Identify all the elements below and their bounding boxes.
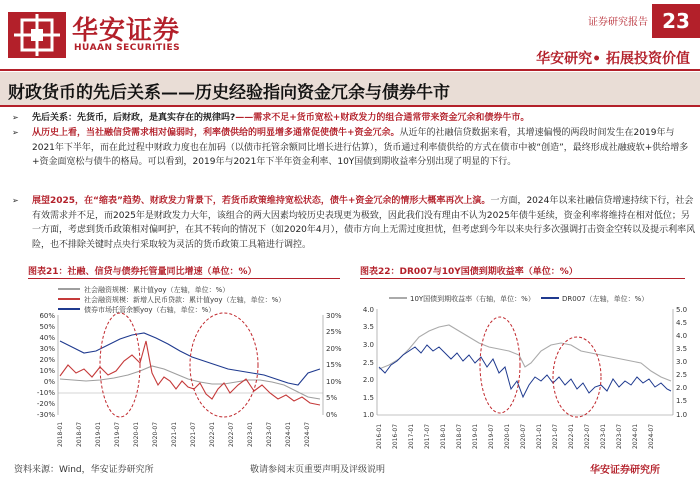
y-tick-right: 0% xyxy=(326,411,338,419)
legend-label: 社会融资规模：新增人民币贷款：累计值yoy（左轴，单位：%） xyxy=(84,296,286,304)
y-tick-right: 5.0 xyxy=(676,306,688,314)
x-tick: 2019-01 xyxy=(95,421,102,447)
y-tick-left: 1.0 xyxy=(362,411,374,419)
disclaimer: 敬请参阅末页重要声明及评级说明 xyxy=(250,465,386,475)
y-tick-left: 2.0 xyxy=(362,376,374,384)
y-tick-right: 4.5 xyxy=(676,319,688,327)
x-tick: 2021-07 xyxy=(190,421,197,447)
x-tick: 2018-07 xyxy=(76,421,83,447)
y-tick-right: 5% xyxy=(326,394,338,402)
divider xyxy=(360,278,685,279)
slogan: 华安研究• 拓展投资价值 xyxy=(536,51,690,67)
legend-label: 社会融资规模：累计值yoy（左轴，单位：%） xyxy=(84,286,230,294)
legend-label: 债券市场托管余额yoy（右轴，单位：%） xyxy=(84,306,216,314)
divider xyxy=(28,278,340,279)
series-10y-yield-line xyxy=(379,325,671,381)
paragraph-highlight: 从历史上看，当社融信贷需求相对偏弱时，利率债供给的明显增多通常促使债牛+资金冗余。 xyxy=(32,128,400,138)
figure22-chart xyxy=(355,281,695,453)
x-tick: 2024-01 xyxy=(285,421,292,447)
logo-mark xyxy=(8,12,66,58)
x-tick: 2019-07 xyxy=(488,423,495,449)
legend-label: DR007（左轴，单位：%） xyxy=(562,295,649,303)
logo-text-en: HUAAN SECURITIES xyxy=(74,43,181,53)
page-number: 23 xyxy=(652,4,700,38)
x-tick: 2022-01 xyxy=(568,423,575,449)
y-tick-right: 2.5 xyxy=(676,371,688,379)
report-type-label: 证券研究报告 xyxy=(588,17,648,28)
paragraph-body: 一方面，2024年以来社融信贷增速持续下行，社会有效需求并不足，而2025年是财政发力大年，该组合的两大因素均较历史表现更为极致，因此我们没有理由不认为2025年债牛延续，资金利率将维持在相对低位；另一方面，考虑到货币政策相对偏呵护，在其不转向的情况下（如2020年4月），债市方向上无需过度担忧，但考虑到今年以来央行多次强调打击资金空转以及提示利率风险，也不排除关键时点央行采取较为灵活的货币政策工具箱进行调控。 xyxy=(32,196,696,250)
divider xyxy=(0,69,700,71)
y-tick-right: 25% xyxy=(326,328,342,336)
source-note: 资料来源：Wind，华安证券研究所 xyxy=(14,465,154,475)
y-tick-left: 50% xyxy=(39,323,55,331)
y-tick-right: 2.0 xyxy=(676,384,688,392)
y-tick-left: 60% xyxy=(39,312,55,320)
paragraph-body: 从近年的社融信贷数据来看，其增速偏慢的两段时间发生在2019年与2021年下半年，而在此过程中财政力度也在加码（以债市托管余额同比增长进行估算），货币通过利率债供给的方式在债市中被“创造”，最终形成社融疲软+供给增多+资金面宽松与债牛的格局。可以看到，2019年与2021年下半年资金利率、10Y国债到期收益率分别出现了明显的下行。 xyxy=(32,128,689,167)
x-tick: 2019-01 xyxy=(472,423,479,449)
page-title: 财政货币的先后关系——历史经验指向资金冗余与债券牛市 xyxy=(8,83,450,103)
y-tick-right: 30% xyxy=(326,312,342,320)
series-loans-line xyxy=(60,341,320,405)
x-tick: 2024-01 xyxy=(632,423,639,449)
x-tick: 2017-01 xyxy=(408,423,415,449)
y-tick-left: 1.5 xyxy=(362,394,374,402)
figure22-caption: 图表22：DR007与10Y国债到期收益率（单位：%） xyxy=(360,267,578,277)
y-tick-left: 20% xyxy=(39,356,55,364)
logo-icon xyxy=(8,12,66,58)
footer-brand: 华安证券研究所 xyxy=(590,465,660,476)
y-tick-left: 4.0 xyxy=(362,306,374,314)
y-tick-right: 15% xyxy=(326,361,342,369)
y-tick-right: 4.0 xyxy=(676,332,688,340)
figure21-chart xyxy=(28,281,343,453)
x-tick: 2020-07 xyxy=(520,423,527,449)
x-tick: 2023-07 xyxy=(266,421,273,447)
x-tick: 2022-07 xyxy=(584,423,591,449)
y-tick-left: 40% xyxy=(39,334,55,342)
x-tick: 2018-07 xyxy=(456,423,463,449)
x-tick: 2019-07 xyxy=(114,421,121,447)
y-tick-left: -20% xyxy=(36,400,55,408)
x-tick: 2018-01 xyxy=(440,423,447,449)
y-tick-right: 1.5 xyxy=(676,397,688,405)
bullet-arrow-icon: ➢ xyxy=(12,196,19,205)
paragraph-highlight: 展望2025，在“缩表”趋势、财政发力背景下，若货币政策维持宽松状态，债牛+资金冗余的情形大概率再次上演。 xyxy=(32,196,491,206)
x-tick: 2024-07 xyxy=(648,423,655,449)
y-tick-left: 10% xyxy=(39,367,55,375)
y-tick-left: -10% xyxy=(36,389,55,397)
highlight-ellipse xyxy=(100,313,140,417)
logo-text: 华安证券 xyxy=(72,16,181,46)
x-tick: 2021-01 xyxy=(171,421,178,447)
y-tick-left: 3.5 xyxy=(362,323,374,331)
x-tick: 2017-07 xyxy=(424,423,431,449)
y-tick-left: 3.0 xyxy=(362,341,374,349)
x-tick: 2022-07 xyxy=(228,421,235,447)
x-tick: 2020-01 xyxy=(504,423,511,449)
x-tick: 2021-01 xyxy=(536,423,543,449)
x-tick: 2020-07 xyxy=(152,421,159,447)
figure21-caption: 图表21：社融、信贷与债券托管量同比增速（单位：%） xyxy=(28,267,257,277)
y-tick-right: 3.5 xyxy=(676,345,688,353)
divider xyxy=(0,105,700,107)
x-tick: 2022-01 xyxy=(209,421,216,447)
x-tick: 2024-07 xyxy=(304,421,311,447)
y-tick-left: -30% xyxy=(36,411,55,419)
bullet-arrow-icon: ➢ xyxy=(12,113,19,122)
x-tick: 2020-01 xyxy=(133,421,140,447)
y-tick-right: 3.0 xyxy=(676,358,688,366)
x-tick: 2023-07 xyxy=(616,423,623,449)
x-tick: 2016-07 xyxy=(392,423,399,449)
bullet-arrow-icon: ➢ xyxy=(12,128,19,137)
y-tick-left: 2.5 xyxy=(362,359,374,367)
y-tick-left: 30% xyxy=(39,345,55,353)
x-tick: 2016-01 xyxy=(376,423,383,449)
y-tick-left: 0% xyxy=(43,378,55,386)
paragraph-bold: 先后关系：先货币，后财政，是真实存在的规律吗? xyxy=(32,113,236,123)
y-tick-right: 10% xyxy=(326,378,342,386)
highlight-ellipse xyxy=(190,313,258,417)
x-tick: 2018-01 xyxy=(57,421,64,447)
y-tick-right: 1.0 xyxy=(676,411,688,419)
paragraph-highlight: ——需求不足+货币宽松+财政发力的组合通常带来资金冗余和债券牛市。 xyxy=(235,113,530,123)
x-tick: 2023-01 xyxy=(247,421,254,447)
legend-label: 10Y国债到期收益率（右轴，单位：%） xyxy=(410,295,535,303)
x-tick: 2023-01 xyxy=(600,423,607,449)
x-tick: 2021-07 xyxy=(552,423,559,449)
series-dr007-line xyxy=(379,345,671,397)
y-tick-right: 20% xyxy=(326,345,342,353)
